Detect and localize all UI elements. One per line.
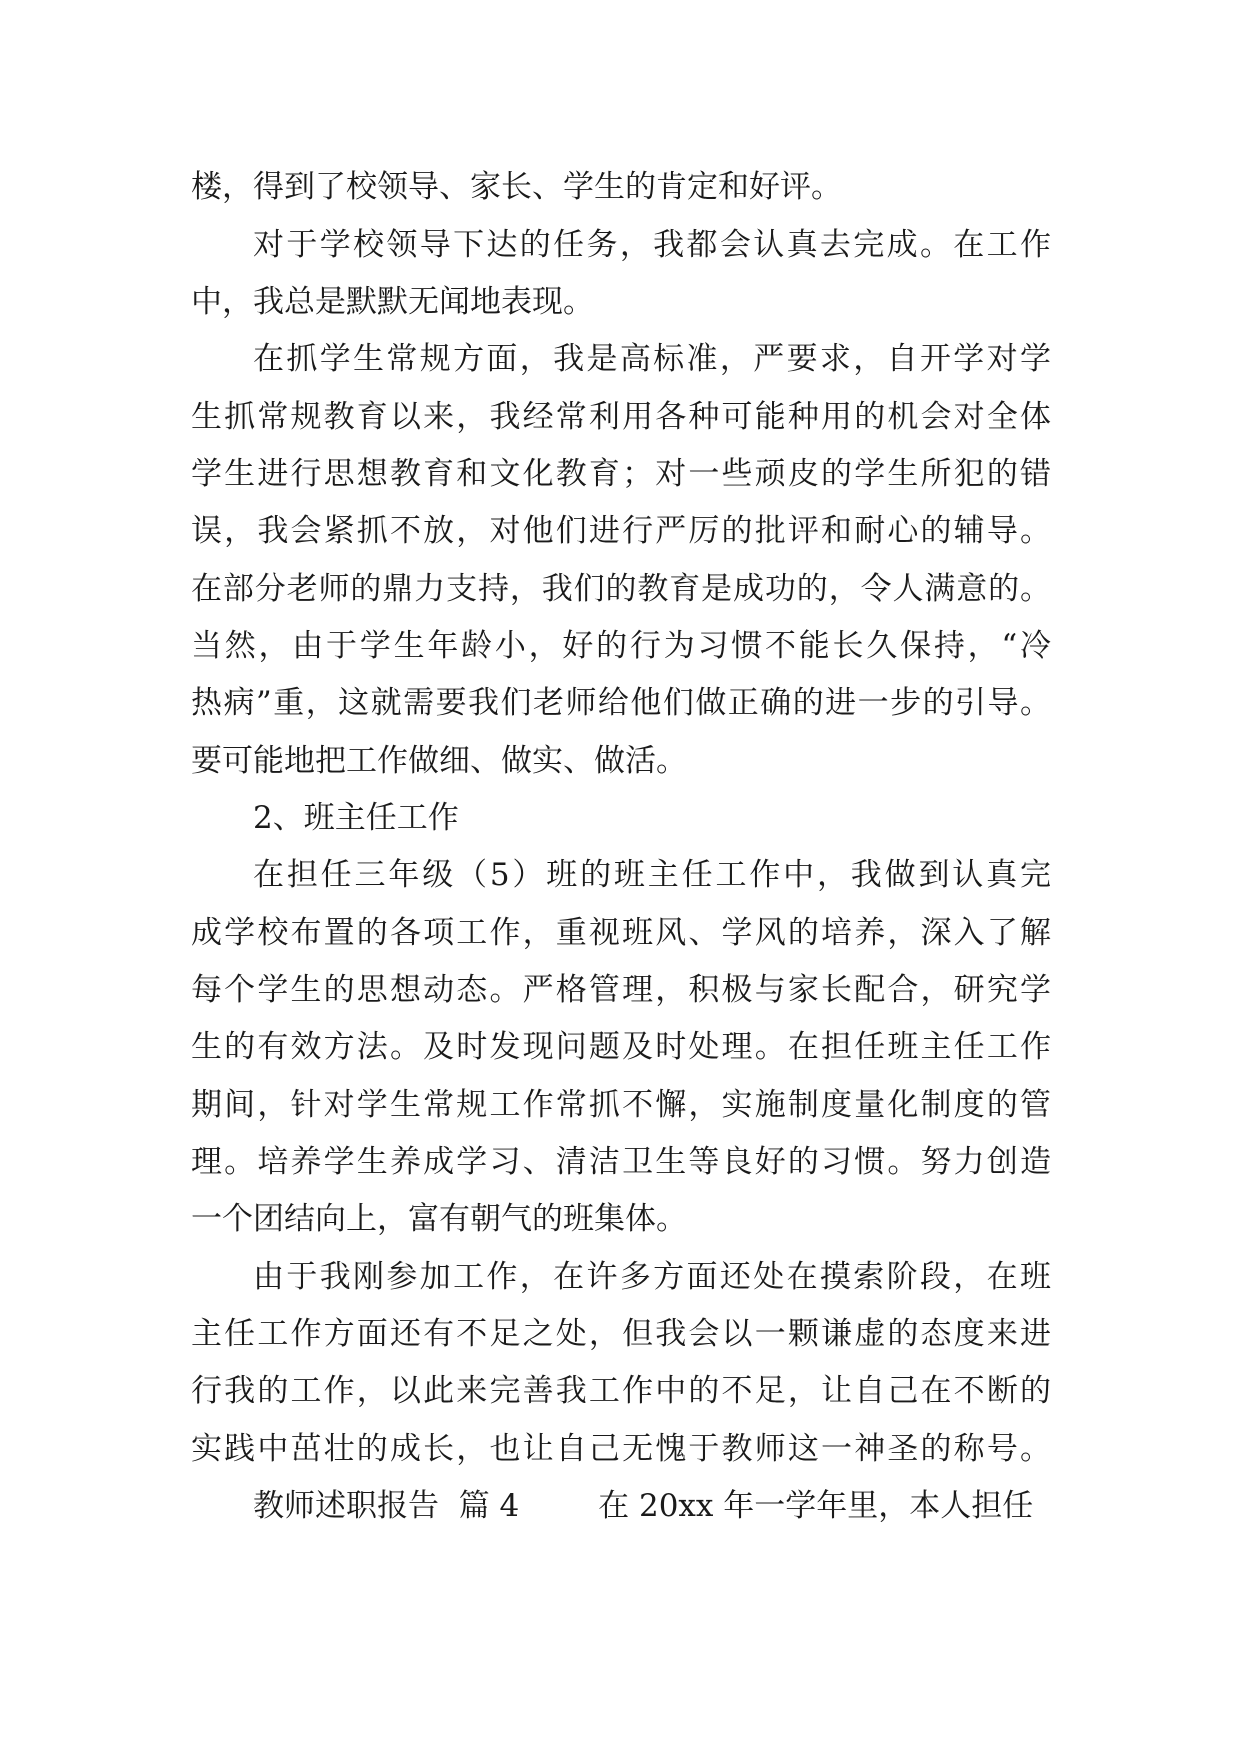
text-line: 教师述职报告 篇 4 在 20xx 年一学年里，本人担任 bbox=[253, 1488, 1034, 1524]
text-line: 热病”重，这就需要我们老师给他们做正确的进一步的引导。 bbox=[191, 685, 1051, 721]
text-line: 理。培养学生养成学习、清洁卫生等良好的习惯。努力创造 bbox=[191, 1144, 1051, 1180]
text-line: 生的有效方法。及时发现问题及时处理。在担任班主任工作 bbox=[191, 1029, 1051, 1065]
text-line: 当然，由于学生年龄小，好的行为习惯不能长久保持，“冷 bbox=[191, 628, 1051, 664]
text-line: 一个团结向上，富有朝气的班集体。 bbox=[191, 1201, 687, 1237]
text-line: 在担任三年级（5）班的班主任工作中，我做到认真完 bbox=[253, 857, 1051, 893]
section-heading: 2、班主任工作 bbox=[253, 800, 459, 836]
text-line: 误，我会紧抓不放，对他们进行严厉的批评和耐心的辅导。 bbox=[191, 513, 1051, 549]
text-line: 在抓学生常规方面，我是高标准，严要求，自开学对学 bbox=[253, 341, 1051, 377]
text-line: 在部分老师的鼎力支持，我们的教育是成功的，令人满意的。 bbox=[191, 571, 1051, 607]
text-line: 每个学生的思想动态。严格管理，积极与家长配合，研究学 bbox=[191, 972, 1051, 1008]
text-line: 中，我总是默默无闻地表现。 bbox=[191, 284, 594, 320]
text-line: 对于学校领导下达的任务，我都会认真去完成。在工作 bbox=[253, 227, 1051, 263]
text-line: 实践中茁壮的成长，也让自己无愧于教师这一神圣的称号。 bbox=[191, 1431, 1051, 1467]
text-line: 学生进行思想教育和文化教育；对一些顽皮的学生所犯的错 bbox=[191, 456, 1051, 492]
text-line: 主任工作方面还有不足之处，但我会以一颗谦虚的态度来进 bbox=[191, 1316, 1051, 1352]
text-line: 楼，得到了校领导、家长、学生的肯定和好评。 bbox=[191, 169, 842, 205]
text-line: 由于我刚参加工作，在许多方面还处在摸索阶段，在班 bbox=[253, 1259, 1051, 1295]
text-line: 成学校布置的各项工作，重视班风、学风的培养，深入了解 bbox=[191, 915, 1051, 951]
text-line: 期间，针对学生常规工作常抓不懈，实施制度量化制度的管 bbox=[191, 1087, 1051, 1123]
text-line: 要可能地把工作做细、做实、做活。 bbox=[191, 743, 687, 779]
text-line: 行我的工作，以此来完善我工作中的不足，让自己在不断的 bbox=[191, 1373, 1051, 1409]
text-line: 生抓常规教育以来，我经常利用各种可能种用的机会对全体 bbox=[191, 399, 1051, 435]
